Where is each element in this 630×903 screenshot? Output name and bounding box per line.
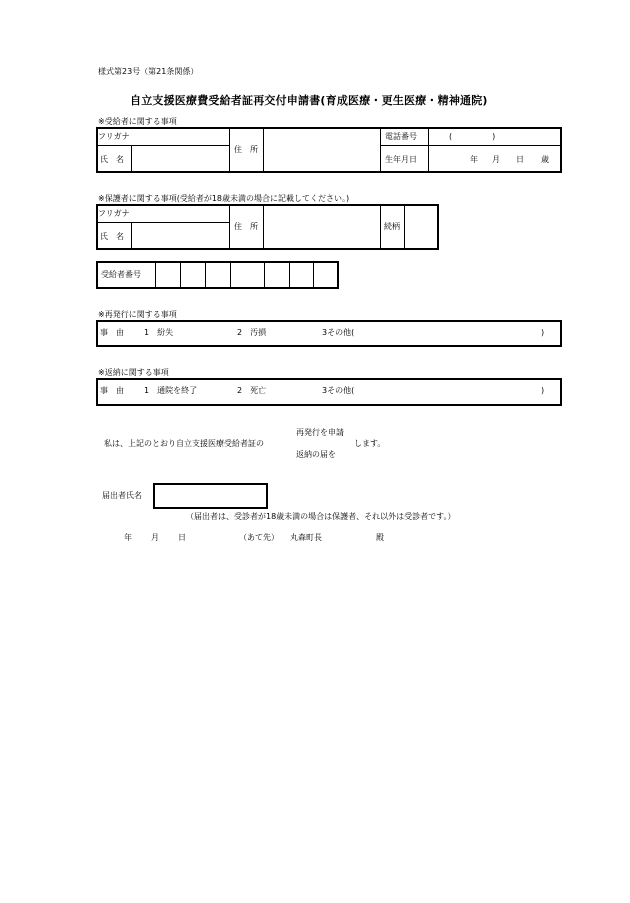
reissue-close-paren: ) <box>541 328 545 337</box>
reissue-option-other[interactable]: 3その他( <box>322 328 355 337</box>
footer-month: 月 <box>151 533 159 542</box>
recipient-phone-label: 電話番号 <box>385 132 417 141</box>
return-option-other[interactable]: 3その他( <box>322 386 355 395</box>
divider <box>428 128 429 172</box>
recipient-furigana-label: フリガナ <box>98 132 130 141</box>
declaration-prefix: 私は、上記のとおり自立支援医療受給者証の <box>104 439 264 448</box>
declaration-suffix: します。 <box>354 439 386 448</box>
footer-addressee-prefix: （あて先） <box>239 533 279 542</box>
recipient-name-field[interactable] <box>132 147 228 171</box>
birthdate-year: 年 <box>470 155 478 164</box>
birthdate-day: 日 <box>516 155 524 164</box>
divider <box>97 145 230 146</box>
return-option-death[interactable]: 2 死亡 <box>237 386 267 395</box>
return-section-heading: ※返納に関する事項 <box>98 368 169 377</box>
return-reason-label: 事 由 <box>100 386 124 395</box>
return-option-ended[interactable]: 1 通院を終了 <box>144 386 198 395</box>
footer-year: 年 <box>124 533 132 542</box>
form-number: 様式第23号（第21条関係） <box>98 67 199 76</box>
guardian-address-label: 住 所 <box>234 222 258 231</box>
declaration-choice-return: 返納の届を <box>296 450 336 459</box>
reissue-reason-label: 事 由 <box>100 328 124 337</box>
footer-day: 日 <box>178 533 186 542</box>
divider <box>380 205 381 249</box>
guardian-relation-field[interactable] <box>405 206 437 248</box>
applicant-note: （届出者は、受診者が18歳未満の場合は保護者、それ以外は受診者です。） <box>186 512 456 521</box>
recipient-address-label: 住 所 <box>234 145 258 154</box>
recipient-birthdate-label: 生年月日 <box>385 155 417 164</box>
guardian-furigana-label: フリガナ <box>98 209 130 218</box>
guardian-name-label: 氏 名 <box>100 232 124 241</box>
recipient-phone-parens: ( ) <box>449 132 496 141</box>
footer-addressee: 丸森町長 <box>290 533 322 542</box>
divider <box>381 145 561 146</box>
reissue-option-lost[interactable]: 1 紛失 <box>144 328 174 337</box>
guardian-section-heading: ※保護者に関する事項(受給者が18歳未満の場合に記載してください。) <box>98 194 350 203</box>
applicant-name-field[interactable] <box>153 483 268 509</box>
divider <box>229 205 230 249</box>
recipient-name-label: 氏 名 <box>100 155 124 164</box>
birthdate-month: 月 <box>492 155 500 164</box>
declaration-choice-reissue: 再発行を申請 <box>296 428 344 437</box>
page-title: 自立支援医療費受給者証再交付申請書(育成医療・更生医療・精神通院) <box>130 94 488 107</box>
divider <box>229 128 230 172</box>
guardian-relation-label: 続柄 <box>384 222 400 231</box>
recipient-number-label: 受給者番号 <box>101 270 141 279</box>
footer-honorific: 殿 <box>376 533 384 542</box>
divider <box>380 128 381 172</box>
applicant-label: 届出者氏名 <box>102 491 142 500</box>
guardian-name-field[interactable] <box>132 224 228 248</box>
recipient-section-heading: ※受給者に関する事項 <box>98 117 177 126</box>
reissue-section-heading: ※再発行に関する事項 <box>98 310 177 319</box>
recipient-number-field[interactable] <box>156 263 337 287</box>
guardian-address-field[interactable] <box>264 206 379 248</box>
recipient-address-field[interactable] <box>264 129 379 171</box>
return-close-paren: ) <box>541 386 545 395</box>
divider <box>97 222 230 223</box>
reissue-option-damaged[interactable]: 2 汚損 <box>237 328 267 337</box>
birthdate-age: 歳 <box>541 155 549 164</box>
